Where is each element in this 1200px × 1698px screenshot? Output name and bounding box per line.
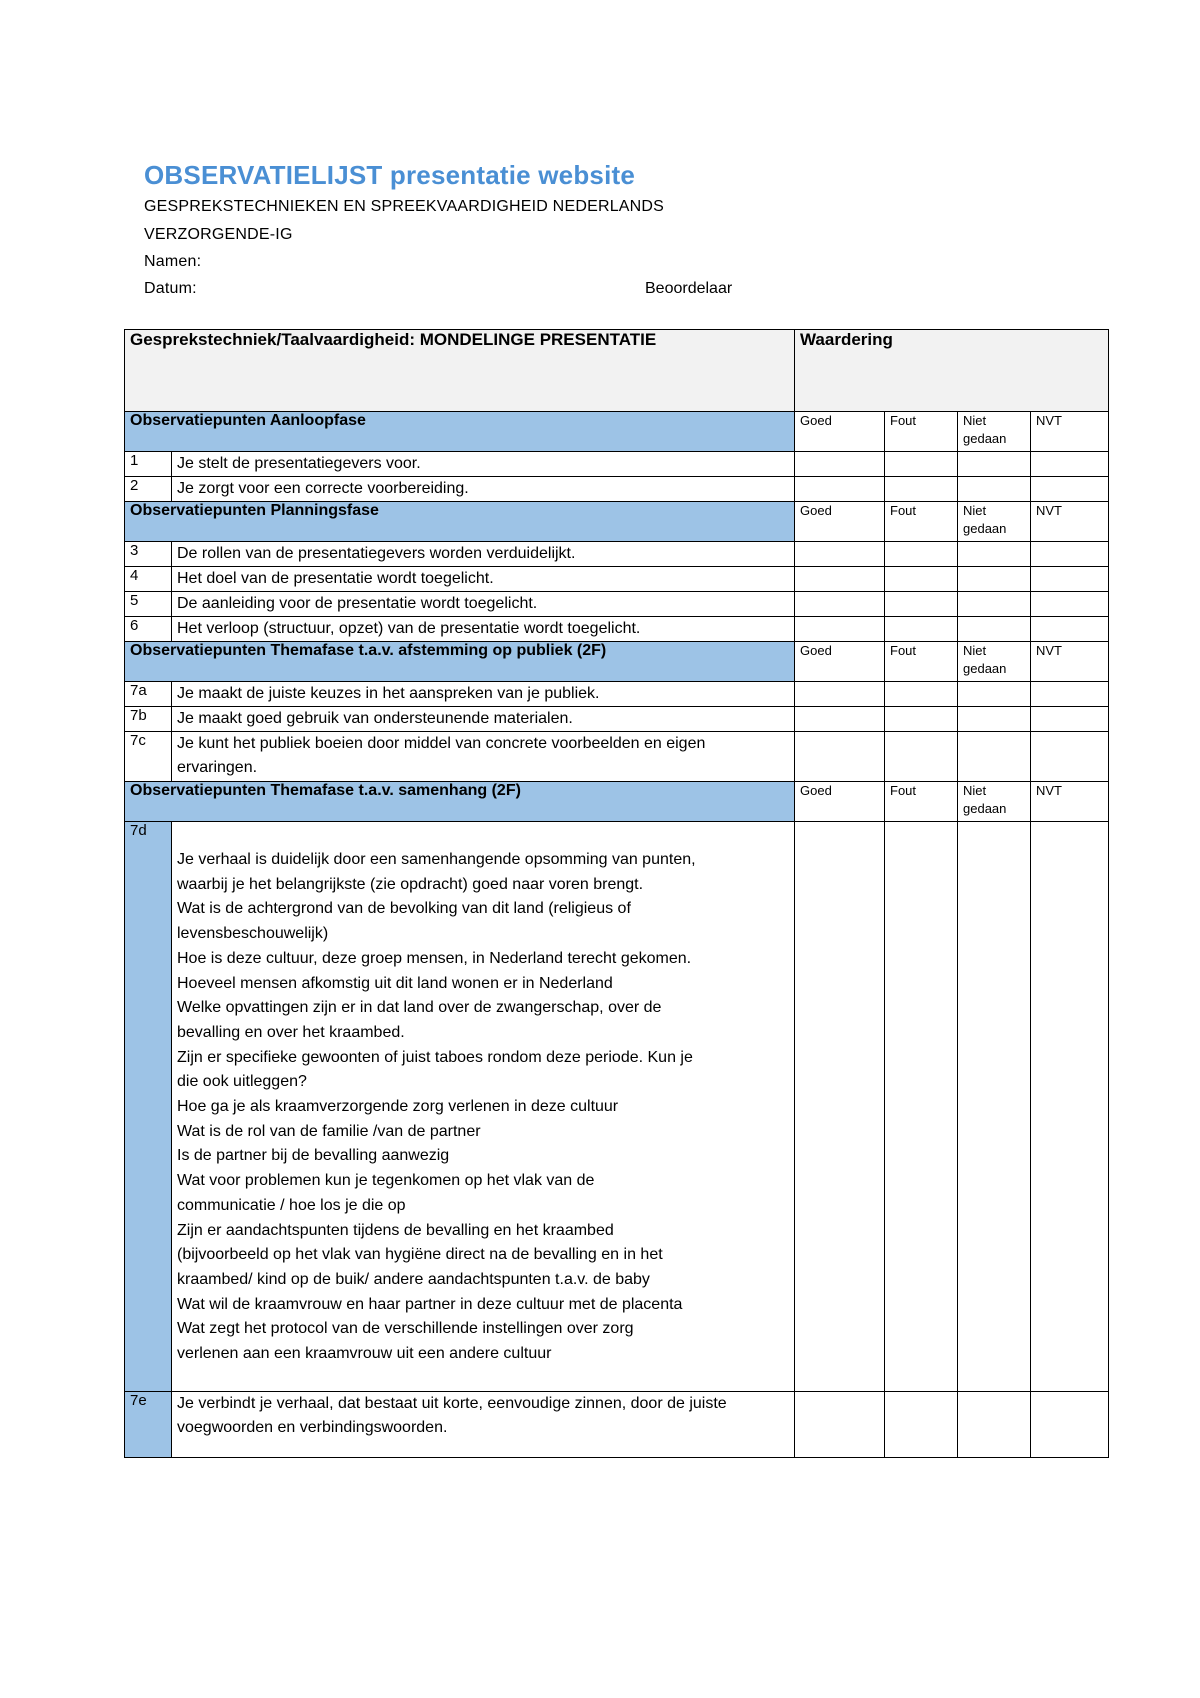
item-text-line: Welke opvattingen zijn er in dat land over de zwangerschap, over de [177, 999, 662, 1017]
rating-nvt-header: NVT [1031, 502, 1109, 542]
table-row [125, 592, 1109, 617]
item-text: Je zorgt voor een correcte voorbereiding. [172, 477, 795, 502]
score-cell-nvt[interactable] [1031, 732, 1109, 782]
item-text [172, 822, 795, 1392]
score-cell-fout[interactable] [885, 477, 958, 502]
score-cell-goed[interactable] [795, 822, 885, 1392]
score-cell-niet-gedaan[interactable] [958, 617, 1031, 642]
program-subtitle: VERZORGENDE-IG [144, 226, 293, 243]
table-row [125, 822, 1109, 1392]
score-cell-nvt[interactable] [1031, 682, 1109, 707]
score-cell-fout[interactable] [885, 542, 958, 567]
score-cell-fout[interactable] [885, 452, 958, 477]
score-cell-niet-gedaan[interactable] [958, 682, 1031, 707]
item-text: De rollen van de presentatiegevers worden verduidelijkt. [172, 542, 795, 567]
rating-nvt-header: NVT [1031, 642, 1109, 682]
rating-niet-gedaan-header: Niet gedaan [958, 642, 1031, 682]
item-text: Je maakt de juiste keuzes in het aanspreken van je publiek. [172, 682, 795, 707]
score-cell-niet-gedaan[interactable] [958, 1392, 1031, 1458]
item-text: Je stelt de presentatiegevers voor. [172, 452, 795, 477]
item-text-line: Zijn er specifieke gewoonten of juist taboes rondom deze periode. Kun je [177, 1048, 693, 1066]
section-title: Observatiepunten Planningsfase [125, 502, 795, 542]
rating-niet-gedaan-header: Niet gedaan [958, 502, 1031, 542]
score-cell-niet-gedaan[interactable] [958, 732, 1031, 782]
main-header: Gesprekstechniek/Taalvaardigheid: MONDELINGE PRESENTATIE [125, 330, 795, 412]
item-text-lines [177, 822, 789, 1367]
score-cell-goed[interactable] [795, 567, 885, 592]
item-text-line: communicatie / hoe los je die op [177, 1196, 406, 1214]
item-number: 2 [125, 477, 172, 502]
item-text-line: Is de partner bij de bevalling aanwezig [177, 1147, 450, 1165]
score-cell-fout[interactable] [885, 567, 958, 592]
score-cell-nvt[interactable] [1031, 542, 1109, 567]
section-row [125, 502, 1109, 542]
rating-fout-header: Fout [885, 412, 958, 452]
item-text-line: Hoe is deze cultuur, deze groep mensen, in Nederland terecht gekomen. [177, 949, 692, 967]
table-row [125, 1392, 1109, 1458]
waardering-header: Waardering [795, 330, 1109, 412]
score-cell-fout[interactable] [885, 732, 958, 782]
course-subtitle: GESPREKSTECHNIEKEN EN SPREEKVAARDIGHEID NEDERLANDS [144, 198, 665, 215]
score-cell-nvt[interactable] [1031, 452, 1109, 477]
item-text-line: Je verhaal is duidelijk door een samenhangende opsomming van punten, [177, 851, 696, 868]
score-cell-fout[interactable] [885, 592, 958, 617]
score-cell-nvt[interactable] [1031, 707, 1109, 732]
item-text-line: bevalling en over het kraambed. [177, 1023, 405, 1041]
table-row [125, 542, 1109, 567]
score-cell-niet-gedaan[interactable] [958, 452, 1031, 477]
table-header-row [125, 330, 1109, 412]
score-cell-goed[interactable] [795, 452, 885, 477]
item-text: Het doel van de presentatie wordt toegelicht. [172, 567, 795, 592]
score-cell-goed[interactable] [795, 617, 885, 642]
score-cell-niet-gedaan[interactable] [958, 542, 1031, 567]
rating-goed-header: Goed [795, 782, 885, 822]
score-cell-nvt[interactable] [1031, 1392, 1109, 1458]
section-title: Observatiepunten Themafase t.a.v. samenhang (2F) [125, 782, 795, 822]
item-number: 7b [125, 707, 172, 732]
score-cell-niet-gedaan[interactable] [958, 707, 1031, 732]
score-cell-goed[interactable] [795, 1392, 885, 1458]
table-row [125, 707, 1109, 732]
table-row [125, 567, 1109, 592]
item-text-line: Wat wil de kraamvrouw en haar partner in deze cultuur met de placenta [177, 1295, 683, 1313]
score-cell-fout[interactable] [885, 822, 958, 1392]
section-row [125, 782, 1109, 822]
score-cell-nvt[interactable] [1031, 567, 1109, 592]
score-cell-goed[interactable] [795, 542, 885, 567]
table-row [125, 682, 1109, 707]
item-text-line: Wat is de rol van de familie /van de partner [177, 1122, 481, 1140]
rating-goed-header: Goed [795, 642, 885, 682]
table-row [125, 452, 1109, 477]
score-cell-nvt[interactable] [1031, 592, 1109, 617]
score-cell-niet-gedaan[interactable] [958, 822, 1031, 1392]
table-row [125, 617, 1109, 642]
score-cell-fout[interactable] [885, 682, 958, 707]
rating-goed-header: Goed [795, 412, 885, 452]
item-text-line: Hoe ga je als kraamverzorgende zorg verlenen in deze cultuur [177, 1098, 619, 1116]
item-number: 7d [125, 822, 172, 1392]
rating-goed-header: Goed [795, 502, 885, 542]
rating-nvt-header: NVT [1031, 782, 1109, 822]
observation-table [124, 329, 1109, 1458]
item-number: 6 [125, 617, 172, 642]
beoordelaar-label: Beoordelaar [645, 280, 733, 297]
datum-label: Datum: [144, 280, 197, 297]
score-cell-niet-gedaan[interactable] [958, 592, 1031, 617]
item-number: 3 [125, 542, 172, 567]
item-number: 4 [125, 567, 172, 592]
item-text-line: (bijvoorbeeld op het vlak van hygiëne direct na de bevalling en in het [177, 1246, 663, 1264]
item-text-line: Zijn er aandachtspunten tijdens de bevalling en het kraambed [177, 1221, 614, 1239]
item-text-line: levensbeschouwelijk) [177, 925, 329, 943]
rating-fout-header: Fout [885, 642, 958, 682]
item-number: 7a [125, 682, 172, 707]
score-cell-niet-gedaan[interactable] [958, 567, 1031, 592]
section-row [125, 412, 1109, 452]
score-cell-fout[interactable] [885, 707, 958, 732]
item-text: Het verloop (structuur, opzet) van de presentatie wordt toegelicht. [172, 617, 795, 642]
score-cell-nvt[interactable] [1031, 617, 1109, 642]
item-text-line: kraambed/ kind op de buik/ andere aandachtspunten t.a.v. de baby [177, 1270, 650, 1288]
table-row [125, 477, 1109, 502]
item-text: Je verbindt je verhaal, dat bestaat uit korte, eenvoudige zinnen, door de juiste voegwoorden en verbindingswoorden. [172, 1392, 795, 1458]
namen-label: Namen: [144, 253, 202, 270]
score-cell-goed[interactable] [795, 477, 885, 502]
score-cell-nvt[interactable] [1031, 822, 1109, 1392]
item-text-line: Hoeveel mensen afkomstig uit dit land wonen er in Nederland [177, 974, 613, 992]
item-text: Je kunt het publiek boeien door middel van concrete voorbeelden en eigen ervaringen. [172, 732, 795, 782]
section-title: Observatiepunten Themafase t.a.v. afstemming op publiek (2F) [125, 642, 795, 682]
rating-nvt-header: NVT [1031, 412, 1109, 452]
item-number: 1 [125, 452, 172, 477]
item-number: 7e [125, 1392, 172, 1458]
score-cell-goed[interactable] [795, 682, 885, 707]
score-cell-fout[interactable] [885, 617, 958, 642]
section-title: Observatiepunten Aanloopfase [125, 412, 795, 452]
score-cell-goed[interactable] [795, 592, 885, 617]
item-text: Je maakt goed gebruik van ondersteunende materialen. [172, 707, 795, 732]
item-text: De aanleiding voor de presentatie wordt toegelicht. [172, 592, 795, 617]
score-cell-goed[interactable] [795, 707, 885, 732]
score-cell-niet-gedaan[interactable] [958, 477, 1031, 502]
rating-niet-gedaan-header: Niet gedaan [958, 782, 1031, 822]
score-cell-fout[interactable] [885, 1392, 958, 1458]
item-text-line: die ook uitleggen? [177, 1073, 307, 1091]
score-cell-nvt[interactable] [1031, 477, 1109, 502]
table-row [125, 732, 1109, 782]
score-cell-goed[interactable] [795, 732, 885, 782]
rating-niet-gedaan-header: Niet gedaan [958, 412, 1031, 452]
item-text-line: Wat voor problemen kun je tegenkomen op het vlak van de [177, 1172, 595, 1190]
item-number: 7c [125, 732, 172, 782]
item-text-line: verlenen aan een kraamvrouw uit een andere cultuur [177, 1345, 552, 1363]
item-text-line: Wat is de achtergrond van de bevolking van dit land (religieus of [177, 900, 631, 918]
rating-fout-header: Fout [885, 782, 958, 822]
item-text-line: waarbij je het belangrijkste (zie opdracht) goed naar voren brengt. [177, 875, 644, 893]
item-text-line: Wat zegt het protocol van de verschillende instellingen over zorg [177, 1320, 634, 1338]
document-title: OBSERVATIELIJST presentatie website [144, 160, 636, 190]
rating-fout-header: Fout [885, 502, 958, 542]
item-number: 5 [125, 592, 172, 617]
section-row [125, 642, 1109, 682]
